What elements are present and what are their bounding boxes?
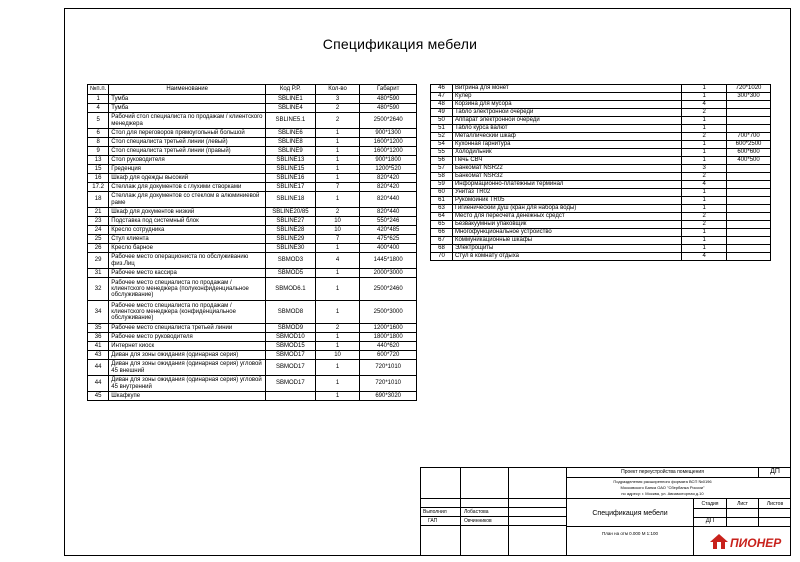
cell-size: 480*590	[360, 95, 417, 104]
cell-name: Рабочее место руководителя	[109, 333, 266, 342]
table-row	[88, 392, 417, 401]
cell-name: Холодильник	[452, 149, 681, 157]
cell-code: SBMOD10	[265, 333, 315, 342]
cell-code: SBLINE1	[265, 95, 315, 104]
cell-qty: 2	[682, 213, 727, 221]
cell-name: Банкомат NSR32	[452, 173, 681, 181]
cell-qty: 2	[682, 221, 727, 229]
cell-name: Табло курса валют	[452, 125, 681, 133]
cell-n: 49	[431, 109, 453, 117]
table-row	[88, 226, 417, 235]
table-row	[431, 229, 771, 237]
table-row	[431, 85, 771, 93]
cell-code: SBLINE5.1	[265, 113, 315, 129]
table-row	[88, 360, 417, 376]
stamp-stage-value: ДП	[705, 518, 715, 524]
table-row	[431, 237, 771, 245]
cell-qty: 1	[315, 147, 360, 156]
cell-n: 6	[88, 129, 109, 138]
cell-qty: 1	[315, 156, 360, 165]
cell-name: Многофункциональное устройство	[452, 229, 681, 237]
table-row	[88, 104, 417, 113]
cell-qty: 4	[682, 181, 727, 189]
cell-qty: 1	[315, 174, 360, 183]
cell-size	[727, 173, 771, 181]
cell-n: 1	[88, 95, 109, 104]
cell-size	[727, 165, 771, 173]
cell-name: Корзина для мусора	[452, 101, 681, 109]
cell-code: SBLINE29	[265, 235, 315, 244]
cell-size: 2500*2460	[360, 278, 417, 301]
cell-n: 26	[88, 244, 109, 253]
cell-qty: 1	[315, 301, 360, 324]
col-header-number: №п.п.	[88, 85, 109, 95]
cell-code: SBLINE18	[265, 192, 315, 208]
cell-code: SBLINE4	[265, 104, 315, 113]
table-row	[431, 157, 771, 165]
cell-name: Подставка под системный блок	[109, 217, 266, 226]
cell-n: 50	[431, 117, 453, 125]
cell-qty: 1	[315, 244, 360, 253]
cell-n: 55	[431, 149, 453, 157]
cell-n: 43	[88, 351, 109, 360]
table-row	[431, 141, 771, 149]
cell-qty: 2	[315, 113, 360, 129]
cell-size	[727, 205, 771, 213]
cell-size	[727, 237, 771, 245]
table-row	[431, 133, 771, 141]
cell-size	[727, 117, 771, 125]
table-row	[431, 173, 771, 181]
cell-name: Рабочее место кассира	[109, 269, 266, 278]
cell-name: Печь СВЧ	[452, 157, 681, 165]
cell-code: SBLINE28	[265, 226, 315, 235]
cell-n: 51	[431, 125, 453, 133]
cell-qty: 10	[315, 351, 360, 360]
cell-size	[727, 245, 771, 253]
cell-name: Тумба	[109, 95, 266, 104]
cell-name: Шкафкупе	[109, 392, 266, 401]
cell-n: 66	[431, 229, 453, 237]
cell-qty: 2	[682, 173, 727, 181]
table-row	[88, 208, 417, 217]
cell-name: Кресло барное	[109, 244, 266, 253]
cell-size	[727, 221, 771, 229]
table-row	[88, 138, 417, 147]
cell-qty: 1	[315, 138, 360, 147]
cell-n: 34	[88, 301, 109, 324]
table-row	[88, 269, 417, 278]
cell-name: Кулер	[452, 93, 681, 101]
cell-name: Стеллаж для документов со стеклом в алюминиевой раме	[109, 192, 266, 208]
cell-qty: 7	[315, 235, 360, 244]
cell-code: SBLINE16	[265, 174, 315, 183]
cell-code: SBMOD17	[265, 360, 315, 376]
stamp-person-1: Лобастова	[464, 509, 489, 515]
cell-name: Диван для зоны ожидания (одинарная серия) угловой 45 внешний	[109, 360, 266, 376]
cell-code: SBMOD8	[265, 301, 315, 324]
cell-qty: 7	[315, 183, 360, 192]
cell-qty: 4	[682, 101, 727, 109]
cell-code: SBMOD17	[265, 376, 315, 392]
cell-name: Витрина для монет	[452, 85, 681, 93]
table-row	[431, 205, 771, 213]
table-row	[431, 101, 771, 109]
stamp-address-1: Подразделения расширенного формата ВСП №0196	[613, 479, 712, 484]
cell-n: 25	[88, 235, 109, 244]
cell-n: 63	[431, 205, 453, 213]
house-icon	[710, 534, 728, 549]
stamp-project: Проект переустройства помещения	[621, 469, 704, 475]
cell-name: Унитаз TR02	[452, 189, 681, 197]
cell-code: SBMOD9	[265, 324, 315, 333]
table-row	[88, 147, 417, 156]
cell-n: 68	[431, 245, 453, 253]
cell-code: SBLINE27	[265, 217, 315, 226]
cell-size: 2500*2640	[360, 113, 417, 129]
cell-n: 58	[431, 173, 453, 181]
cell-qty: 1	[682, 205, 727, 213]
table-row	[88, 183, 417, 192]
table-row	[88, 129, 417, 138]
table-row	[88, 253, 417, 269]
cell-name: Стеллаж для документов с глухими створками	[109, 183, 266, 192]
cell-name: Место для пересчета денежных средст	[452, 213, 681, 221]
cell-name: Кухонная гарнитура	[452, 141, 681, 149]
cell-size	[727, 125, 771, 133]
cell-qty: 1	[315, 342, 360, 351]
cell-name: Рабочее место специалиста по продажам / клиентского менеджера (полуконфиденциальное обслуживание)	[109, 278, 266, 301]
cell-qty: 1	[315, 333, 360, 342]
cell-name: Электрощиты	[452, 245, 681, 253]
cell-n: 44	[88, 360, 109, 376]
cell-qty: 3	[315, 95, 360, 104]
stamp-sheet-label: Лист	[737, 501, 748, 507]
col-header-code: Код Р.Р.	[265, 85, 315, 95]
cell-size: 1600*1200	[360, 147, 417, 156]
cell-qty: 1	[682, 237, 727, 245]
col-header-name: Наименование	[109, 85, 266, 95]
cell-size: 1800*1800	[360, 333, 417, 342]
cell-n: 46	[431, 85, 453, 93]
cell-size: 600*720	[360, 351, 417, 360]
table-row	[431, 117, 771, 125]
stamp-plan: План на отм 0.000 М 1:100	[602, 531, 658, 536]
table-row	[88, 235, 417, 244]
stamp-role-1: Выполнил	[423, 509, 447, 515]
cell-size: 480*590	[360, 104, 417, 113]
cell-n: 31	[88, 269, 109, 278]
cell-code: SBLINE30	[265, 244, 315, 253]
cell-n: 64	[431, 213, 453, 221]
cell-qty: 1	[315, 392, 360, 401]
cell-size	[727, 197, 771, 205]
table-row	[88, 376, 417, 392]
cell-code: SBLINE13	[265, 156, 315, 165]
cell-name: Интернет киоск	[109, 342, 266, 351]
cell-size	[727, 253, 771, 261]
cell-size: 2500*3000	[360, 301, 417, 324]
cell-name: Безвакуумный упаковщик	[452, 221, 681, 229]
cell-n: 61	[431, 197, 453, 205]
cell-qty: 1	[682, 149, 727, 157]
cell-name: Стул в комнату отдыха	[452, 253, 681, 261]
table-row	[431, 165, 771, 173]
cell-size: 900*1300	[360, 129, 417, 138]
cell-n: 56	[431, 157, 453, 165]
cell-n: 13	[88, 156, 109, 165]
cell-n: 57	[431, 165, 453, 173]
table-row	[431, 109, 771, 117]
cell-name: Рабочий стол специалиста по продажам / клиентского менеджера	[109, 113, 266, 129]
cell-qty: 4	[682, 253, 727, 261]
cell-size: 440*620	[360, 342, 417, 351]
cell-n: 15	[88, 165, 109, 174]
cell-size: 820*420	[360, 183, 417, 192]
cell-qty: 3	[682, 165, 727, 173]
cell-n: 9	[88, 147, 109, 156]
cell-qty: 1	[315, 269, 360, 278]
cell-qty: 1	[682, 85, 727, 93]
cell-code	[265, 392, 315, 401]
cell-code: SBLINE6	[265, 129, 315, 138]
cell-n: 21	[88, 208, 109, 217]
table-header-row	[88, 85, 417, 95]
cell-name: Стул клиента	[109, 235, 266, 244]
cell-size: 550*246	[360, 217, 417, 226]
cell-name: Кресло сотрудника	[109, 226, 266, 235]
logo-text: ПИОНЕР	[730, 536, 782, 550]
col-header-size: Габарит	[360, 85, 417, 95]
pioneer-logo	[708, 532, 788, 550]
cell-name: Стол специалиста третьей линии (левый)	[109, 138, 266, 147]
cell-n: 24	[88, 226, 109, 235]
cell-name: Стол для переговоров прямоугольный большой	[109, 129, 266, 138]
cell-code: SBMOD6.1	[265, 278, 315, 301]
cell-qty: 2	[315, 104, 360, 113]
cell-size: 2000*3000	[360, 269, 417, 278]
table-row	[88, 333, 417, 342]
cell-n: 44	[88, 376, 109, 392]
table-row	[431, 189, 771, 197]
table-row	[431, 125, 771, 133]
cell-qty: 1	[682, 117, 727, 125]
cell-n: 70	[431, 253, 453, 261]
cell-code: SBMOD5	[265, 269, 315, 278]
cell-name: Стол специалиста третьей линии (правый)	[109, 147, 266, 156]
stamp-role-2: ГАП	[428, 518, 438, 524]
cell-qty: 1	[682, 245, 727, 253]
table-row	[431, 245, 771, 253]
table-row	[88, 278, 417, 301]
cell-qty: 1	[682, 197, 727, 205]
cell-n: 23	[88, 217, 109, 226]
cell-code: SBLINE20/85	[265, 208, 315, 217]
cell-qty: 10	[315, 217, 360, 226]
furniture-spec-table-right	[430, 84, 771, 261]
table-row	[431, 181, 771, 189]
cell-code: SBLINE8	[265, 138, 315, 147]
cell-qty: 1	[315, 129, 360, 138]
table-row	[88, 156, 417, 165]
cell-name: Диван для зоны ожидания (одинарная серия)	[109, 351, 266, 360]
cell-qty: 2	[682, 133, 727, 141]
cell-size	[727, 189, 771, 197]
table-row	[431, 93, 771, 101]
stamp-sheet-title: Спецификация мебели	[592, 510, 668, 517]
cell-size: 820*440	[360, 208, 417, 217]
cell-size: 600*600	[727, 149, 771, 157]
cell-name: Шкаф для документов низкий	[109, 208, 266, 217]
cell-qty: 1	[315, 192, 360, 208]
cell-n: 45	[88, 392, 109, 401]
cell-qty: 2	[682, 109, 727, 117]
table-row	[88, 174, 417, 183]
cell-n: 65	[431, 221, 453, 229]
cell-n: 67	[431, 237, 453, 245]
table-row	[88, 217, 417, 226]
cell-qty: 2	[315, 208, 360, 217]
cell-size: 720*1020	[727, 85, 771, 93]
cell-name: Коммуникационные шкафы	[452, 237, 681, 245]
cell-size: 820*420	[360, 174, 417, 183]
cell-size: 400*500	[727, 157, 771, 165]
table-row	[88, 301, 417, 324]
stamp-stage-label: Стадия	[701, 501, 719, 507]
cell-n: 18	[88, 192, 109, 208]
cell-code: SBMOD17	[265, 351, 315, 360]
cell-size: 690*3020	[360, 392, 417, 401]
cell-name: Рабочее место специалиста по продажам / клиентского менеджера (конфиденциальное обслуживание)	[109, 301, 266, 324]
cell-size: 1600*1200	[360, 138, 417, 147]
cell-n: 59	[431, 181, 453, 189]
cell-code: SBLINE15	[265, 165, 315, 174]
cell-n: 35	[88, 324, 109, 333]
cell-size: 1200*1600	[360, 324, 417, 333]
cell-code: SBMOD3	[265, 253, 315, 269]
stamp-person-2: Овчинников	[464, 518, 492, 524]
cell-size: 1445*1800	[360, 253, 417, 269]
cell-qty: 1	[315, 360, 360, 376]
cell-size: 400*400	[360, 244, 417, 253]
cell-name: Информационно-платёжный терминал	[452, 181, 681, 189]
cell-n: 5	[88, 113, 109, 129]
cell-qty: 1	[315, 278, 360, 301]
cell-name: Табло электронной очереди	[452, 109, 681, 117]
cell-qty: 1	[682, 93, 727, 101]
cell-n: 54	[431, 141, 453, 149]
table-row	[431, 253, 771, 261]
cell-name: Рукомойник TR05	[452, 197, 681, 205]
cell-n: 16	[88, 174, 109, 183]
cell-qty: 1	[682, 157, 727, 165]
cell-name: Рабочее место операциониста по обслуживанию физ.Лиц	[109, 253, 266, 269]
cell-qty: 4	[315, 253, 360, 269]
cell-size: 420*485	[360, 226, 417, 235]
cell-n: 29	[88, 253, 109, 269]
cell-n: 48	[431, 101, 453, 109]
cell-size	[727, 213, 771, 221]
cell-name: Гигиенический душ (кран для набора воды)	[452, 205, 681, 213]
cell-n: 32	[88, 278, 109, 301]
cell-qty: 1	[682, 229, 727, 237]
cell-size: 600*2500	[727, 141, 771, 149]
col-header-qty: Кол-во	[315, 85, 360, 95]
cell-code: SBLINE17	[265, 183, 315, 192]
cell-n: 52	[431, 133, 453, 141]
cell-qty: 1	[315, 376, 360, 392]
cell-n: 41	[88, 342, 109, 351]
cell-name: Диван для зоны ожидания (одинарная серия) угловой 45 внутренний	[109, 376, 266, 392]
table-row	[88, 165, 417, 174]
page-title: Спецификация мебели	[322, 36, 478, 52]
table-row	[431, 149, 771, 157]
cell-qty: 1	[682, 125, 727, 133]
table-row	[88, 351, 417, 360]
table-row	[88, 95, 417, 104]
cell-size: 720*1010	[360, 360, 417, 376]
cell-qty: 1	[682, 141, 727, 149]
cell-n: 4	[88, 104, 109, 113]
table-row	[431, 213, 771, 221]
cell-n: 36	[88, 333, 109, 342]
cell-qty: 1	[315, 165, 360, 174]
cell-name: Стол руководителя	[109, 156, 266, 165]
cell-name: Шкаф для одежды высокий	[109, 174, 266, 183]
cell-name: Тумба	[109, 104, 266, 113]
cell-size: 475*625	[360, 235, 417, 244]
stamp-code: ДП	[770, 468, 780, 475]
cell-size	[727, 101, 771, 109]
cell-qty: 2	[315, 324, 360, 333]
cell-code: SBLINE9	[265, 147, 315, 156]
stamp-address-3: по адресу: г. Москва, ул. Авиамоторная д.10	[621, 491, 704, 496]
cell-n: 60	[431, 189, 453, 197]
table-row	[88, 342, 417, 351]
cell-qty: 1	[682, 189, 727, 197]
table-row	[431, 197, 771, 205]
cell-size: 900*1800	[360, 156, 417, 165]
cell-name: Греденция	[109, 165, 266, 174]
table-row	[88, 324, 417, 333]
cell-size: 300*300	[727, 93, 771, 101]
cell-name: Банкомат NSR22	[452, 165, 681, 173]
table-row	[88, 192, 417, 208]
table-row	[431, 221, 771, 229]
cell-size: 820*440	[360, 192, 417, 208]
table-row	[88, 244, 417, 253]
cell-size: 700*700	[727, 133, 771, 141]
cell-name: Рабочее место специалиста третьей линии	[109, 324, 266, 333]
stamp-address-2: Московского Банка ОАО "Сбербанка России"	[620, 485, 705, 490]
cell-name: Аппарат электронной очереди	[452, 117, 681, 125]
cell-code: SBMOD15	[265, 342, 315, 351]
cell-n: 8	[88, 138, 109, 147]
table-row	[88, 113, 417, 129]
cell-size	[727, 229, 771, 237]
cell-n: 17.2	[88, 183, 109, 192]
furniture-spec-table-left	[87, 84, 417, 401]
cell-n: 47	[431, 93, 453, 101]
stamp-sheets-label: Листов	[766, 501, 784, 507]
cell-name: Металлический шкаф	[452, 133, 681, 141]
cell-size	[727, 181, 771, 189]
cell-size: 720*1010	[360, 376, 417, 392]
cell-qty: 10	[315, 226, 360, 235]
cell-size: 1200*520	[360, 165, 417, 174]
cell-size	[727, 109, 771, 117]
